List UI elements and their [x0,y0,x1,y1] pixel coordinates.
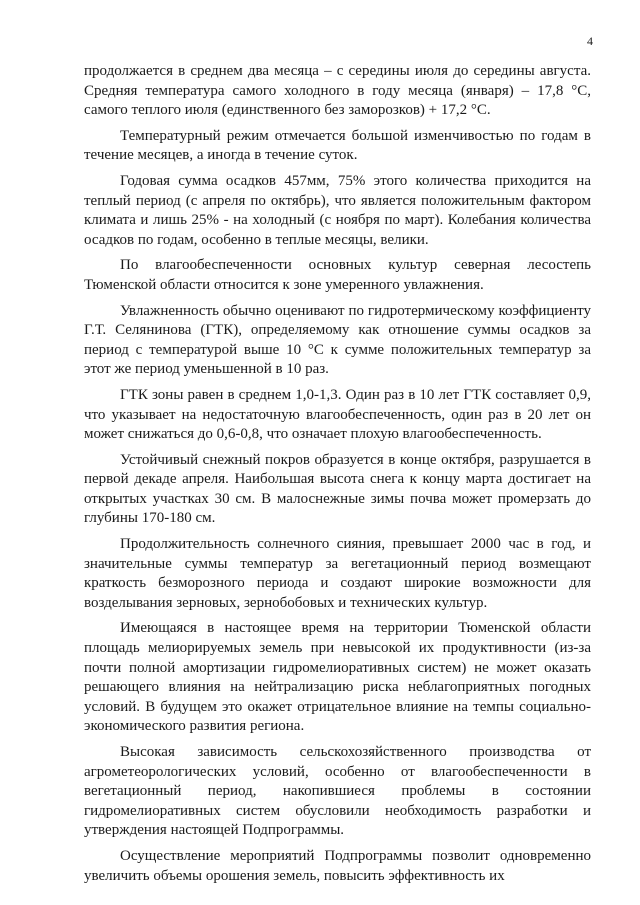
document-body [84,62,591,886]
paragraph-snow-cover: Устойчивый снежный покров образуется в конце октября, разрушается в первой декаде апреля. Наибольшая высота снега к концу марта достигает на открытых участках 30 см. В малоснежные зимы почва может промерзать до глубины 170-180 см. [84,451,591,527]
paragraph-subprogram-need: Высокая зависимость сельскохозяйственного производства от агрометеорологических условий, особенно от влагообеспеченности в вегетационный период, накопившиеся проблемы в состоянии гидромелиоративных систем обусловили необходимость разработки и утверждения настоящей Подпрограммы. [84,744,591,839]
paragraph-htc-values: ГТК зоны равен в среднем 1,0-1,3. Один раз в 10 лет ГТК составляет 0,9, что указывает на недостаточную влагообеспеченность, один раз в 20 лет он может снижаться до 0,6-0,8, что означает плохую влагообеспеченность. [84,386,591,443]
paragraph-subprogram-effects: Осуществление мероприятий Подпрограммы позволит одновременно увеличить объемы орошения земель, повысить эффективность их [84,847,591,884]
paragraph-moisture-zone: По влагообеспеченности основных культур северная лесостепь Тюменской области относится к зоне умеренного увлажнения. [84,257,591,293]
page-number: 4 [587,34,593,48]
paragraph-sunshine: Продолжительность солнечного сияния, превышает 2000 час в год, и значительные суммы температур за вегетационный период возмещают краткость безморозного периода и создают широкие возможности для возделывания зерновых, зернобобовых и технических культур. [84,536,591,611]
paragraph-htc-definition: Увлажненность обычно оценивают по гидротермическому коэффициенту Г.Т. Селянинова (ГТК), определяемому как отношение суммы осадков за период с температурой выше 10 °С к сумме положительных температур за этот же период уменьшенной в 10 раз. [84,302,591,378]
paragraph-precipitation: Годовая сумма осадков 457мм, 75% этого количества приходится на теплый период (с апреля по октябрь), что является положительным фактором климата и лишь 25% - на холодный (с ноября по март). Колебания количества осадков по годам, особенно в теплые месяцы, велики. [84,172,591,248]
paragraph-land-reclamation: Имеющаяся в настоящее время на территории Тюменской области площадь мелиорируемых земель при невысокой их продуктивности (из-за почти полной амортизации гидромелиоративных систем) не может оказать решающего влияния на нейтрализацию риска неблагоприятных погодных условий. В будущем это окажет отрицательное влияние на темпы социально-экономического развития региона. [84,620,591,735]
paragraph-temperature-summary: продолжается в среднем два месяца – с середины июля до середины августа. Средняя температура самого холодного в году месяца (января) – 17,8 °С, самого теплого июля (единственного без заморозков) + 17,2 °С. [84,63,591,119]
paragraph-temperature-variability: Температурный режим отмечается большой изменчивостью по годам в течение месяцев, а иногда в течение суток. [84,127,591,164]
